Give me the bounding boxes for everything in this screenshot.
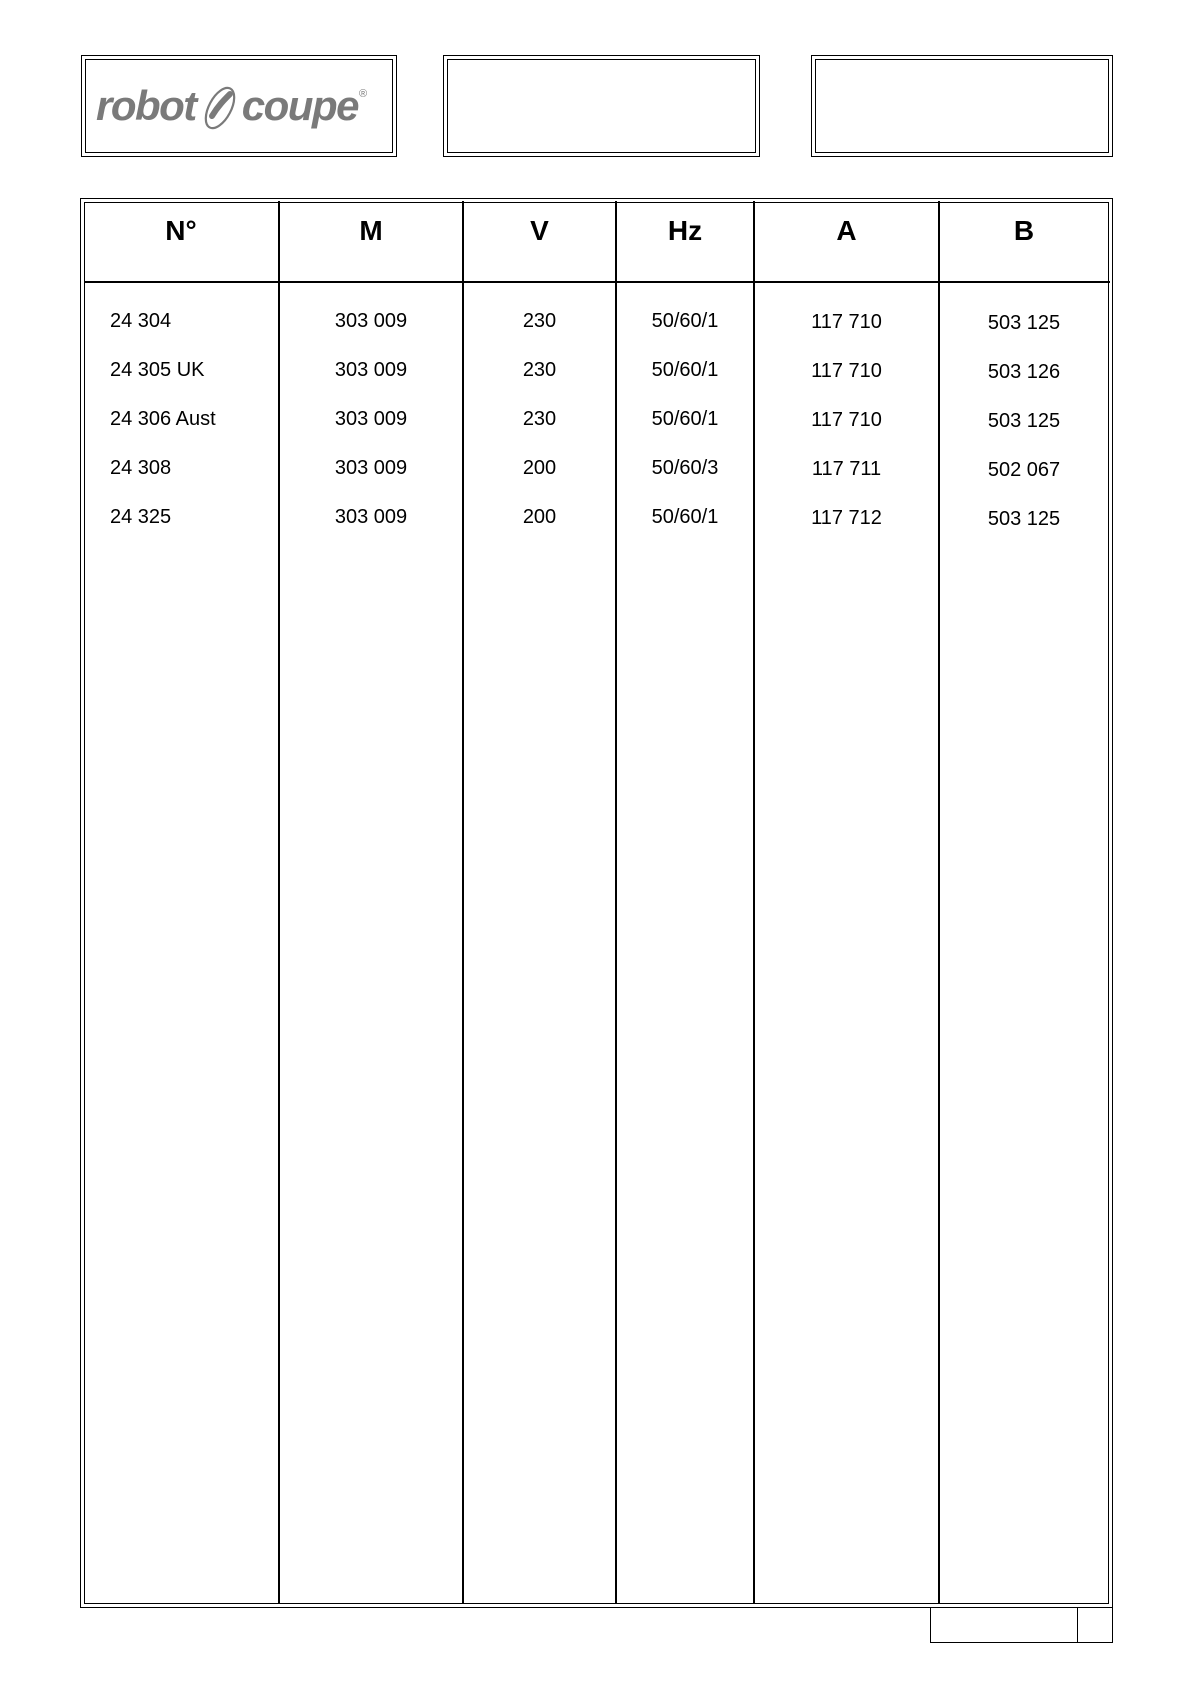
column-header-number: N° (165, 215, 197, 246)
column-divider-1 (278, 201, 280, 1603)
cell-v: 230 (522, 359, 557, 381)
cell-hz: 50/60/1 (651, 408, 719, 430)
cell-b: 503 126 (987, 361, 1061, 383)
cell-a: 117 711 (811, 458, 882, 480)
logo-word-robot: robot (96, 82, 196, 129)
cell-number: 24 306 Aust (110, 408, 216, 430)
cell-b: 503 125 (987, 312, 1061, 334)
column-divider-3 (615, 201, 617, 1603)
cell-m: 303 009 (334, 506, 408, 528)
header-box-2 (443, 55, 760, 157)
cell-hz: 50/60/1 (651, 359, 719, 381)
logo-swirl-icon (200, 76, 240, 136)
cell-v: 200 (522, 457, 557, 479)
cell-number: 24 308 (110, 457, 172, 479)
footer-page-box (930, 1608, 1113, 1643)
cell-hz: 50/60/3 (651, 457, 719, 479)
cell-m: 303 009 (334, 359, 408, 381)
cell-number: 24 305 UK (110, 359, 205, 381)
cell-b: 502 067 (987, 459, 1061, 481)
cell-a: 117 710 (811, 311, 882, 333)
logo-word-coupe: coupe (241, 82, 358, 129)
robot-coupe-logo (96, 74, 378, 138)
cell-number: 24 325 (110, 506, 172, 528)
column-divider-2 (462, 201, 464, 1603)
header-divider (84, 281, 1110, 283)
cell-m: 303 009 (334, 310, 408, 332)
cell-hz: 50/60/1 (651, 310, 719, 332)
column-header-m: M (359, 215, 383, 246)
column-header-b: B (1013, 215, 1035, 246)
cell-m: 303 009 (334, 408, 408, 430)
cell-a: 117 710 (811, 360, 882, 382)
logo-box (81, 55, 397, 157)
cell-hz: 50/60/1 (651, 506, 719, 528)
cell-a: 117 710 (811, 409, 882, 431)
cell-a: 117 712 (811, 507, 882, 529)
column-divider-4 (753, 201, 755, 1603)
cell-number: 24 304 (110, 310, 172, 332)
cell-m: 303 009 (334, 457, 408, 479)
column-header-hz: Hz (667, 215, 703, 246)
cell-v: 200 (522, 506, 557, 528)
header-box-3 (811, 55, 1113, 157)
registered-mark: ® (358, 88, 368, 100)
cell-b: 503 125 (987, 410, 1061, 432)
column-divider-5 (938, 201, 940, 1603)
column-header-v: V (530, 215, 549, 246)
cell-v: 230 (522, 310, 557, 332)
cell-b: 503 125 (987, 508, 1061, 530)
footer-divider (1077, 1608, 1078, 1643)
cell-v: 230 (522, 408, 557, 430)
column-header-a: A (836, 215, 857, 246)
